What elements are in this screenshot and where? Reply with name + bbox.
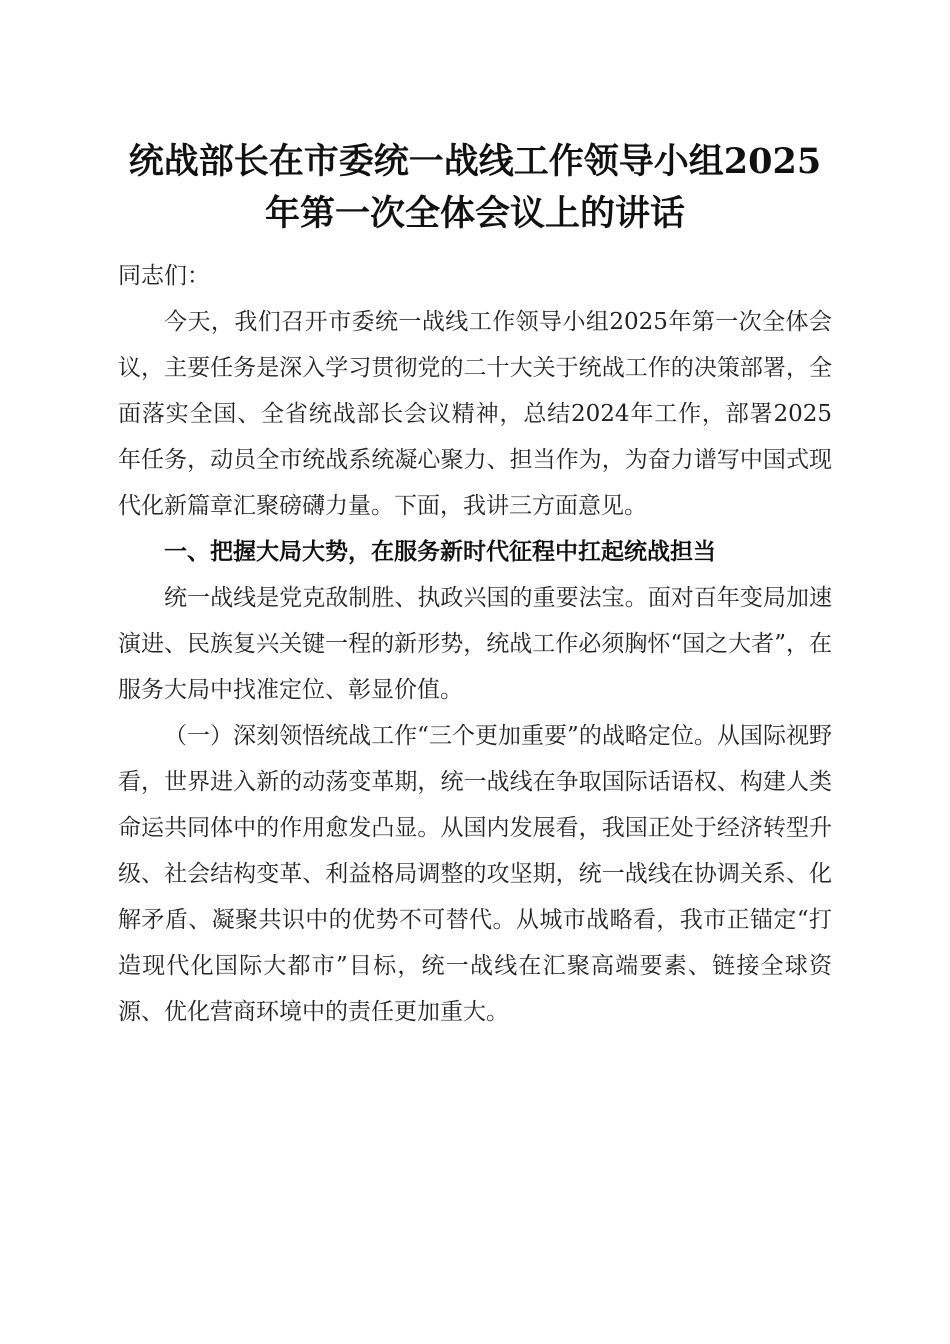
salutation: 同志们： [118, 263, 210, 289]
section-heading-1: 一、把握大局大势，在服务新时代征程中扛起统战担当 [164, 539, 716, 565]
document-body [118, 253, 832, 1035]
document-title: 统战部长在市委统一战线工作领导小组2025年第一次全体会议上的讲话 [128, 141, 822, 234]
paragraph-intro: 今天，我们召开市委统一战线工作领导小组2025年第一次全体会议，主要任务是深入学习贯彻党的二十大关于统战工作的决策部署，全面落实全国、全省统战部长会议精神，总结2024年工作，部署2025年任务，动员全市统战系统凝心聚力、担当作为，为奋力谱写中国式现代化新篇章汇聚磅礴力量。下面，我讲三方面意见。 [118, 309, 832, 519]
paragraph-section-1: 统一战线是党克敌制胜、执政兴国的重要法宝。面对百年变局加速演进、民族复兴关键一程的新形势，统战工作必须胸怀“国之大者”，在服务大局中找准定位、彰显价值。 [118, 585, 832, 703]
paragraph-subsection-1: （一）深刻领悟统战工作“三个更加重要”的战略定位。从国际视野看，世界进入新的动荡变革期，统一战线在争取国际话语权、构建人类命运共同体中的作用愈发凸显。从国内发展看，我国正处于经济转型升级、社会结构变革、利益格局调整的攻坚期，统一战线在协调关系、化解矛盾、凝聚共识中的优势不可替代。从城市战略看，我市正锚定“打造现代化国际大都市”目标，统一战线在汇聚高端要素、链接全球资源、优化营商环境中的责任更加重大。 [118, 723, 832, 1025]
